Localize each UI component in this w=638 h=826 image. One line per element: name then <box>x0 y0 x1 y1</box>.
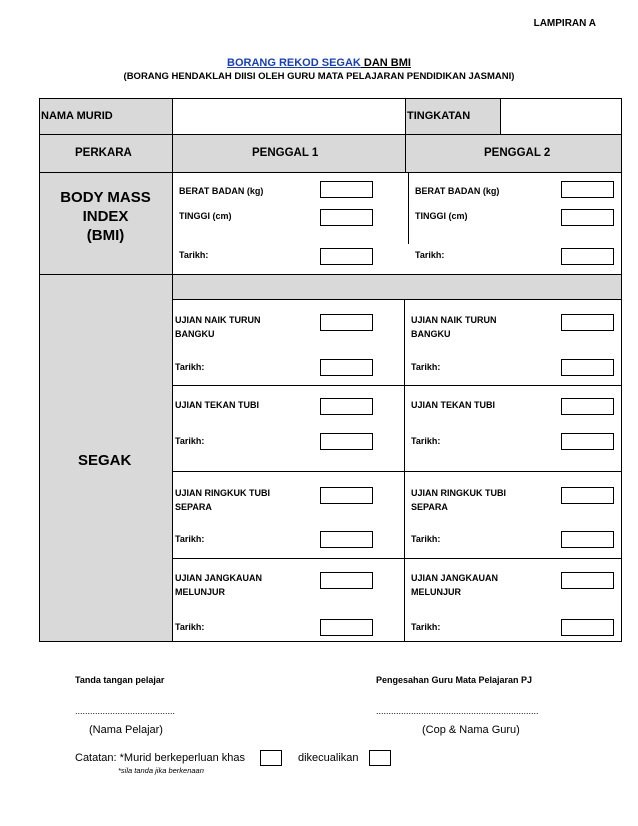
col-line <box>408 172 409 244</box>
perkara-header: PERKARA <box>75 147 132 159</box>
segak-label: SEGAK <box>78 452 132 469</box>
tarikh-label: Tarikh: <box>175 622 205 632</box>
tarikh-box-p1[interactable] <box>320 433 373 450</box>
nama-pelajar-label: (Nama Pelajar) <box>89 724 163 736</box>
test-box-p1[interactable] <box>320 572 373 589</box>
dikecualikan-checkbox[interactable] <box>369 750 391 766</box>
row-line <box>39 134 622 135</box>
tarikh-label: Tarikh: <box>175 436 205 446</box>
col-line <box>405 134 406 172</box>
tarikh-label-p2: Tarikh: <box>415 250 445 260</box>
form-title-link[interactable]: BORANG REKOD SEGAK <box>227 57 361 69</box>
tarikh-label: Tarikh: <box>411 362 441 372</box>
tarikh-label: Tarikh: <box>175 362 205 372</box>
bmi-title-line2: INDEX <box>82 208 129 225</box>
tinggi-label-p2: TINGGI (cm) <box>415 211 468 221</box>
tingkatan-label: TINGKATAN <box>407 110 471 122</box>
berat-box-p2[interactable] <box>561 181 614 198</box>
test-name-p1: UJIAN RINGKUK TUBI SEPARA <box>175 488 271 512</box>
col-line <box>500 98 501 134</box>
test-box-p2[interactable] <box>561 398 614 415</box>
row-line <box>172 471 622 472</box>
tingkatan-field[interactable] <box>502 100 620 132</box>
lampiran-label: LAMPIRAN A <box>533 18 596 29</box>
row-line <box>39 172 622 173</box>
test-name-p2: UJIAN JANGKAUAN MELUNJUR <box>411 573 499 597</box>
tinggi-box-p1[interactable] <box>320 209 373 226</box>
sila-tanda-note: *sila tanda jika berkenaan <box>118 766 204 775</box>
test-name-p1: UJIAN JANGKAUAN MELUNJUR <box>175 573 263 597</box>
tarikh-label: Tarikh: <box>411 534 441 544</box>
bmi-title-line3: (BMI) <box>86 227 125 244</box>
test-box-p2[interactable] <box>561 572 614 589</box>
form-title <box>0 57 638 69</box>
tarikh-label: Tarikh: <box>411 436 441 446</box>
tarikh-label: Tarikh: <box>175 534 205 544</box>
oku-checkbox[interactable] <box>260 750 282 766</box>
test-box-p2[interactable] <box>561 314 614 331</box>
test-box-p1[interactable] <box>320 314 373 331</box>
test-name-p2: UJIAN TEKAN TUBI <box>411 400 496 410</box>
tarikh-box-p2[interactable] <box>561 619 614 636</box>
penggal1-header: PENGGAL 1 <box>252 147 319 159</box>
bmi-tarikh-box-p1[interactable] <box>320 248 373 265</box>
tinggi-box-p2[interactable] <box>561 209 614 226</box>
tanda-tangan-label: Tanda tangan pelajar <box>75 675 165 685</box>
bmi-title <box>39 188 172 245</box>
tarikh-box-p2[interactable] <box>561 433 614 450</box>
dikecualikan-text: dikecualikan <box>298 752 359 764</box>
tarikh-box-p2[interactable] <box>561 359 614 376</box>
nama-murid-label: NAMA MURID <box>41 110 113 122</box>
tarikh-label: Tarikh: <box>411 622 441 632</box>
catatan-text: Catatan: *Murid berkeperluan khas <box>75 752 245 764</box>
test-box-p1[interactable] <box>320 487 373 504</box>
tarikh-box-p1[interactable] <box>320 531 373 548</box>
berat-label-p2: BERAT BADAN (kg) <box>415 186 500 196</box>
row-line <box>39 274 622 275</box>
pengesahan-label: Pengesahan Guru Mata Pelajaran PJ <box>376 675 533 685</box>
bmi-tarikh-box-p2[interactable] <box>561 248 614 265</box>
row-line <box>172 385 622 386</box>
nama-murid-field[interactable] <box>174 100 403 132</box>
test-box-p1[interactable] <box>320 398 373 415</box>
tarikh-label-p1: Tarikh: <box>179 250 209 260</box>
signature-line-right[interactable]: ................................................................. <box>376 706 539 716</box>
tarikh-box-p2[interactable] <box>561 531 614 548</box>
form-subtitle: (BORANG HENDAKLAH DIISI OLEH GURU MATA PELAJARAN PENDIDIKAN JASMANI) <box>123 71 515 82</box>
test-name-p2: UJIAN NAIK TURUN BANGKU <box>411 315 497 339</box>
form-title-tail: DAN BMI <box>360 57 411 69</box>
tarikh-box-p1[interactable] <box>320 619 373 636</box>
cop-nama-label: (Cop & Nama Guru) <box>422 724 520 736</box>
test-name-p1: UJIAN NAIK TURUN BANGKU <box>175 315 261 339</box>
signature-line-left[interactable]: ........................................ <box>75 706 176 716</box>
test-name-p1: UJIAN TEKAN TUBI <box>175 400 260 410</box>
col-line <box>404 299 405 642</box>
test-box-p2[interactable] <box>561 487 614 504</box>
berat-box-p1[interactable] <box>320 181 373 198</box>
col-line <box>172 98 173 642</box>
row-line <box>172 299 622 300</box>
row-line <box>172 558 622 559</box>
tinggi-label-p1: TINGGI (cm) <box>179 211 232 221</box>
berat-label-p1: BERAT BADAN (kg) <box>179 186 264 196</box>
bmi-title-line1: BODY MASS <box>60 189 151 206</box>
col-line <box>405 98 406 134</box>
penggal2-header: PENGGAL 2 <box>484 147 551 159</box>
test-name-p2: UJIAN RINGKUK TUBI SEPARA <box>411 488 507 512</box>
tarikh-box-p1[interactable] <box>320 359 373 376</box>
